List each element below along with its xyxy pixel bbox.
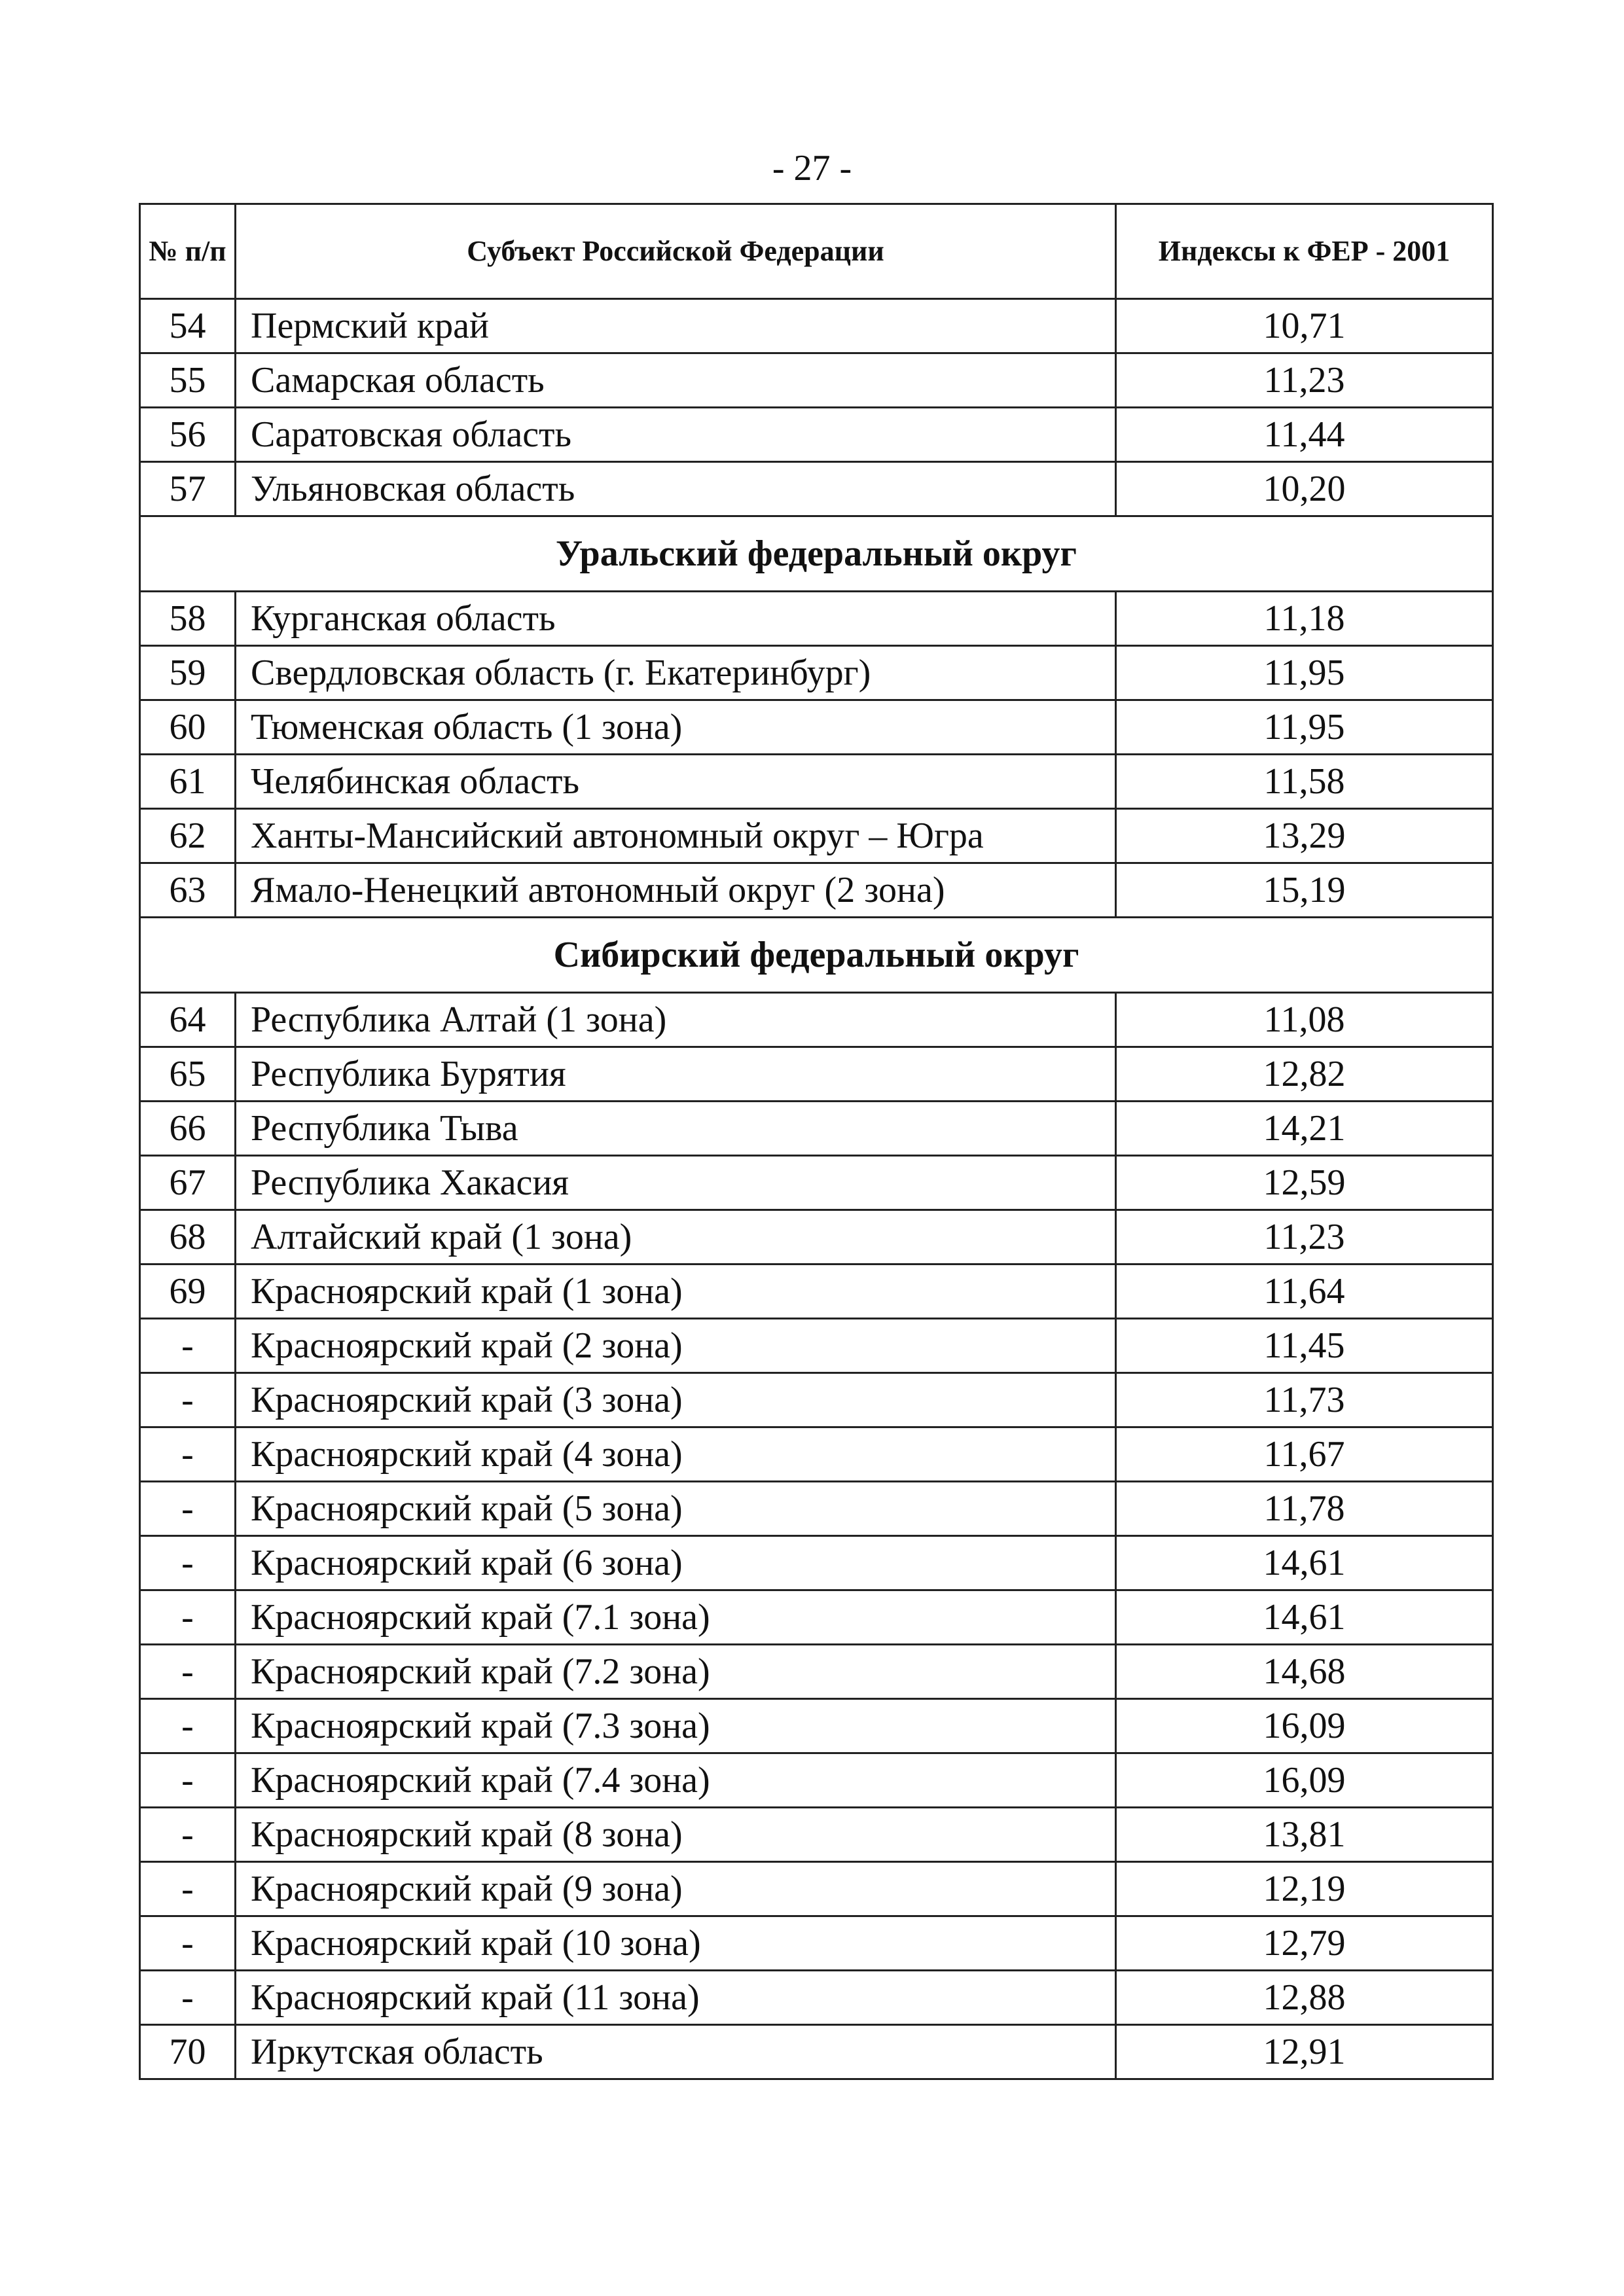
row-number: 67 xyxy=(140,1156,236,1210)
subject-name: Красноярский край (8 зона) xyxy=(236,1808,1116,1862)
table-row xyxy=(140,755,1493,809)
page-number: - 27 - xyxy=(772,148,852,188)
index-value: 14,61 xyxy=(1116,1590,1493,1645)
row-number: - xyxy=(140,1808,236,1862)
table-row xyxy=(140,700,1493,755)
subject-name: Красноярский край (11 зона) xyxy=(236,1971,1116,2025)
table-row xyxy=(140,1102,1493,1156)
table-row xyxy=(140,1156,1493,1210)
table-row xyxy=(140,353,1493,408)
row-number: 56 xyxy=(140,408,236,462)
section-title: Сибирский федеральный округ xyxy=(140,918,1493,993)
row-number: - xyxy=(140,1482,236,1536)
table-row xyxy=(140,1645,1493,1699)
subject-name: Красноярский край (1 зона) xyxy=(236,1265,1116,1319)
row-number: - xyxy=(140,1699,236,1753)
table-row xyxy=(140,1265,1493,1319)
table-row xyxy=(140,408,1493,462)
index-value: 11,73 xyxy=(1116,1373,1493,1427)
table-row xyxy=(140,1753,1493,1808)
row-number: 58 xyxy=(140,592,236,646)
table-row xyxy=(140,1916,1493,1971)
subject-name: Иркутская область xyxy=(236,2025,1116,2079)
table-row xyxy=(140,592,1493,646)
row-number: - xyxy=(140,1971,236,2025)
row-number: 55 xyxy=(140,353,236,408)
index-value: 11,08 xyxy=(1116,993,1493,1047)
subject-name: Красноярский край (6 зона) xyxy=(236,1536,1116,1590)
index-value: 11,58 xyxy=(1116,755,1493,809)
subject-name: Красноярский край (10 зона) xyxy=(236,1916,1116,1971)
index-value: 11,95 xyxy=(1116,700,1493,755)
table-row xyxy=(140,809,1493,863)
row-number: - xyxy=(140,1753,236,1808)
row-number: 68 xyxy=(140,1210,236,1265)
table-row xyxy=(140,1808,1493,1862)
subject-name: Красноярский край (9 зона) xyxy=(236,1862,1116,1916)
table-body xyxy=(140,299,1493,2079)
row-number: 64 xyxy=(140,993,236,1047)
index-value: 16,09 xyxy=(1116,1753,1493,1808)
row-number: - xyxy=(140,1319,236,1373)
row-number: 70 xyxy=(140,2025,236,2079)
index-value: 11,44 xyxy=(1116,408,1493,462)
subject-name: Самарская область xyxy=(236,353,1116,408)
row-number: 54 xyxy=(140,299,236,353)
table-row xyxy=(140,1699,1493,1753)
subject-name: Алтайский край (1 зона) xyxy=(236,1210,1116,1265)
section-header-row xyxy=(140,516,1493,592)
row-number: 66 xyxy=(140,1102,236,1156)
row-number: 61 xyxy=(140,755,236,809)
subject-name: Курганская область xyxy=(236,592,1116,646)
index-value: 11,78 xyxy=(1116,1482,1493,1536)
row-number: 62 xyxy=(140,809,236,863)
table-row xyxy=(140,863,1493,918)
row-number: - xyxy=(140,1536,236,1590)
table-row xyxy=(140,1373,1493,1427)
row-number: 60 xyxy=(140,700,236,755)
subject-name: Республика Тыва xyxy=(236,1102,1116,1156)
index-value: 11,64 xyxy=(1116,1265,1493,1319)
row-number: 65 xyxy=(140,1047,236,1102)
index-value: 12,91 xyxy=(1116,2025,1493,2079)
index-value: 12,19 xyxy=(1116,1862,1493,1916)
index-value: 12,79 xyxy=(1116,1916,1493,1971)
index-value: 11,67 xyxy=(1116,1427,1493,1482)
table-row xyxy=(140,1971,1493,2025)
table-row xyxy=(140,993,1493,1047)
row-number: - xyxy=(140,1590,236,1645)
index-value: 11,23 xyxy=(1116,1210,1493,1265)
table-row xyxy=(140,1536,1493,1590)
table-row xyxy=(140,462,1493,516)
index-value: 13,29 xyxy=(1116,809,1493,863)
subject-name: Свердловская область (г. Екатеринбург) xyxy=(236,646,1116,700)
table-header-row xyxy=(140,204,1493,299)
subject-name: Республика Алтай (1 зона) xyxy=(236,993,1116,1047)
subject-name: Ханты-Мансийский автономный округ – Югра xyxy=(236,809,1116,863)
subject-name: Красноярский край (7.3 зона) xyxy=(236,1699,1116,1753)
header-subject: Субъект Российской Федерации xyxy=(236,204,1116,299)
subject-name: Челябинская область xyxy=(236,755,1116,809)
table-row xyxy=(140,1862,1493,1916)
subject-name: Ульяновская область xyxy=(236,462,1116,516)
subject-name: Пермский край xyxy=(236,299,1116,353)
subject-name: Красноярский край (7.2 зона) xyxy=(236,1645,1116,1699)
subject-name: Красноярский край (7.1 зона) xyxy=(236,1590,1116,1645)
index-value: 16,09 xyxy=(1116,1699,1493,1753)
row-number: - xyxy=(140,1427,236,1482)
index-value: 11,18 xyxy=(1116,592,1493,646)
index-value: 12,59 xyxy=(1116,1156,1493,1210)
index-value: 12,88 xyxy=(1116,1971,1493,2025)
header-num: № п/п xyxy=(140,204,236,299)
index-value: 12,82 xyxy=(1116,1047,1493,1102)
row-number: - xyxy=(140,1645,236,1699)
subject-name: Красноярский край (7.4 зона) xyxy=(236,1753,1116,1808)
row-number: 63 xyxy=(140,863,236,918)
row-number: - xyxy=(140,1373,236,1427)
table-row xyxy=(140,1319,1493,1373)
table-row xyxy=(140,1210,1493,1265)
index-value: 14,21 xyxy=(1116,1102,1493,1156)
index-value: 15,19 xyxy=(1116,863,1493,918)
index-value: 10,20 xyxy=(1116,462,1493,516)
row-number: 69 xyxy=(140,1265,236,1319)
row-number: - xyxy=(140,1862,236,1916)
header-index: Индексы к ФЕР - 2001 xyxy=(1116,204,1493,299)
index-value: 11,23 xyxy=(1116,353,1493,408)
table-row xyxy=(140,646,1493,700)
subject-name: Саратовская область xyxy=(236,408,1116,462)
row-number: - xyxy=(140,1916,236,1971)
index-value: 14,68 xyxy=(1116,1645,1493,1699)
subject-name: Красноярский край (3 зона) xyxy=(236,1373,1116,1427)
section-title: Уральский федеральный округ xyxy=(140,516,1493,592)
subject-name: Тюменская область (1 зона) xyxy=(236,700,1116,755)
table-row xyxy=(140,1590,1493,1645)
index-value: 11,45 xyxy=(1116,1319,1493,1373)
row-number: 59 xyxy=(140,646,236,700)
index-value: 11,95 xyxy=(1116,646,1493,700)
regional-index-table xyxy=(139,203,1494,2080)
table-row xyxy=(140,1482,1493,1536)
subject-name: Красноярский край (5 зона) xyxy=(236,1482,1116,1536)
index-value: 10,71 xyxy=(1116,299,1493,353)
table-row xyxy=(140,1047,1493,1102)
index-value: 14,61 xyxy=(1116,1536,1493,1590)
subject-name: Республика Хакасия xyxy=(236,1156,1116,1210)
section-header-row xyxy=(140,918,1493,993)
subject-name: Республика Бурятия xyxy=(236,1047,1116,1102)
table-row xyxy=(140,1427,1493,1482)
row-number: 57 xyxy=(140,462,236,516)
index-value: 13,81 xyxy=(1116,1808,1493,1862)
subject-name: Красноярский край (4 зона) xyxy=(236,1427,1116,1482)
table-row xyxy=(140,2025,1493,2079)
subject-name: Красноярский край (2 зона) xyxy=(236,1319,1116,1373)
table-row xyxy=(140,299,1493,353)
subject-name: Ямало-Ненецкий автономный округ (2 зона) xyxy=(236,863,1116,918)
